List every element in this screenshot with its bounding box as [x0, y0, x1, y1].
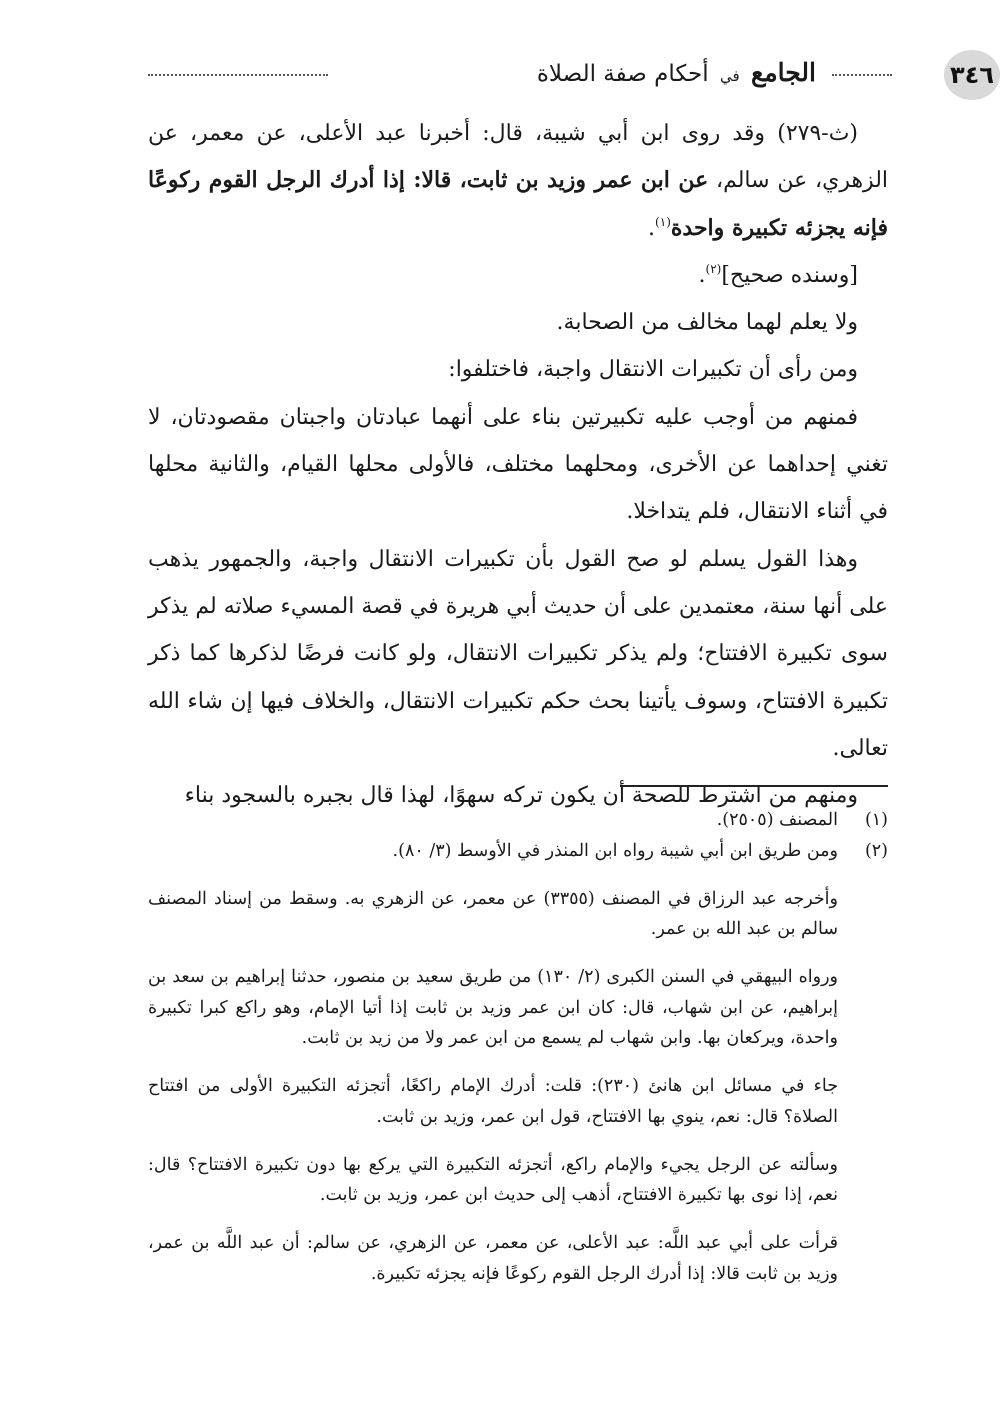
- page-header: [144, 44, 994, 104]
- footnote-ref-2[interactable]: (٢): [705, 261, 722, 276]
- grading-text: [وسنده صحيح]: [721, 262, 858, 288]
- paragraph-two-takbirs: فمنهم من أوجب عليه تكبيرتين بناء على أنهما عبادتان واجبتان مقصودتان، لا تغني إحداهما عن الأخرى، ومحلهما مختلف، فالأولى محلها القيام، والثانية محلها في أثناء الانتقال، فلم يتداخلا.: [148, 404, 888, 525]
- footnote-2-number: (٢): [864, 840, 888, 861]
- running-title-main: الجامع: [750, 58, 816, 87]
- paragraph-forgetfulness: ومنهم من اشترط للصحة أن يكون تركه سهوًا، لهذا قال بجبره بالسجود بناء: [184, 783, 858, 809]
- footnote-2: [148, 836, 888, 867]
- paragraph-majority-view: وهذا القول يسلم لو صح القول بأن تكبيرات الانتقال واجبة، والجمهور يذهب على أنها سنة، معتمدين على أن حديث أبي هريرة في قصة المسيء صلاته لم يذكر سوى تكبيرة الافتتاح؛ ولم يذكر تكبيرات الانتقال، ولو كانت فرضًا لذكرها كما ذكر تكبيرة الافتتاح، وسوف يأتينا بحث حكم تكبيرات الانتقال، والخلاف فيها إن شاء الله تعالى.: [148, 546, 888, 761]
- athar-matn: عن ابن عمر وزيد بن ثابت، قالا: إذا أدرك الرجل القوم ركوعًا فإنه يجزئه تكبيرة واحدة: [148, 167, 888, 241]
- footnote-2-reading: قرأت على أبي عبد اللَّه: عبد الأعلى، عن معمر، عن الزهري، عن سالم: أن عبد اللَّه بن عمر، وزيد بن ثابت قالا: إذا أدرك الرجل القوم ركوعًا فإنه يجزئه تكبيرة.: [148, 1233, 839, 1284]
- footnote-2-ibn-hani-2: وسألته عن الرجل يجيء والإمام راكع، أتجزئه التكبيرة التي يركع بها دون تكبيرة الافتتاح؟ قال: نعم، إذا نوى بها تكبيرة الافتتاح، أذهب إلى حديث ابن عمر، وزيد بن ثابت.: [148, 1154, 838, 1205]
- footnote-2-continued: [148, 884, 888, 1290]
- footnote-1: [148, 805, 888, 836]
- running-title-rest: أحكام صفة الصلاة: [536, 61, 709, 87]
- paragraph-athar-279: (ث-٢٧٩) وقد روى ابن أبي شيبة، قال: أخبرنا عبد الأعلى، عن معمر، عن الزهري، عن سالم، عن ابن عمر وزيد بن ثابت، قالا: إذا أدرك الرجل القوم ركوعًا فإنه يجزئه تكبيرة واحدة$^{(١)}$.: [148, 121, 889, 241]
- footnote-1-number: (١): [864, 810, 888, 830]
- paragraph-disagreement: ومن رأى أن تكبيرات الانتقال واجبة، فاختلفوا:: [448, 357, 858, 383]
- footnote-2-ibn-hani-1: جاء في مسائل ابن هانئ (٢٣٠): قلت: أدرك الإمام راكعًا، أتجزئه التكبيرة الأولى من افتتاح الصلاة؟ قال: نعم، ينوي بها الافتتاح، قول ابن عمر، وزيد بن ثابت.: [148, 1076, 839, 1127]
- footnote-2-line-1: ومن طريق ابن أبي شيبة رواه ابن المنذر في الأوسط (٣/ ٨٠).: [392, 840, 838, 861]
- body-text: [148, 110, 888, 819]
- footnote-2-bayhaqi: ورواه البيهقي في السنن الكبرى (٢/ ١٣٠) من طريق سعيد بن منصور، حدثنا إبراهيم بن سعد بن إبراهيم، عن ابن شهاب، قال: كان ابن عمر وزيد بن ثابت إذا أتيا الإمام، وهو راكع كبرا تكبيرة واحدة، ويركعان بها. وابن شهاب لم يسمع من ابن عمر ولا من زيد بن ثابت.: [148, 967, 838, 1048]
- footnotes: [148, 805, 888, 1307]
- page-number: ٣٤٦: [944, 50, 1000, 100]
- running-title: [537, 58, 816, 87]
- footnote-1-text: المصنف (٢٥٠٥).: [716, 810, 838, 830]
- header-dotted-rule-left: [148, 74, 328, 76]
- footnote-2-abdulrazzaq: وأخرجه عبد الرزاق في المصنف (٣٣٥٥) عن معمر، عن الزهري به. وسقط من إسناد المصنف سالم بن عبد الله بن عمر.: [148, 888, 838, 939]
- running-title-connector: في: [719, 67, 740, 85]
- paragraph-grading: [وسنده صحيح]$^{(٢)}$.: [698, 261, 858, 288]
- paragraph-no-dissent: ولا يعلم لهما مخالف من الصحابة.: [556, 310, 858, 336]
- footnote-separator: [620, 785, 888, 787]
- athar-isnad: (ث-٢٧٩) وقد روى ابن أبي شيبة، قال: أخبرنا عبد الأعلى، عن معمر، عن الزهري، عن سالم،: [148, 121, 889, 194]
- footnote-ref-1[interactable]: (١): [655, 214, 671, 229]
- header-dotted-rule-right: [832, 74, 892, 76]
